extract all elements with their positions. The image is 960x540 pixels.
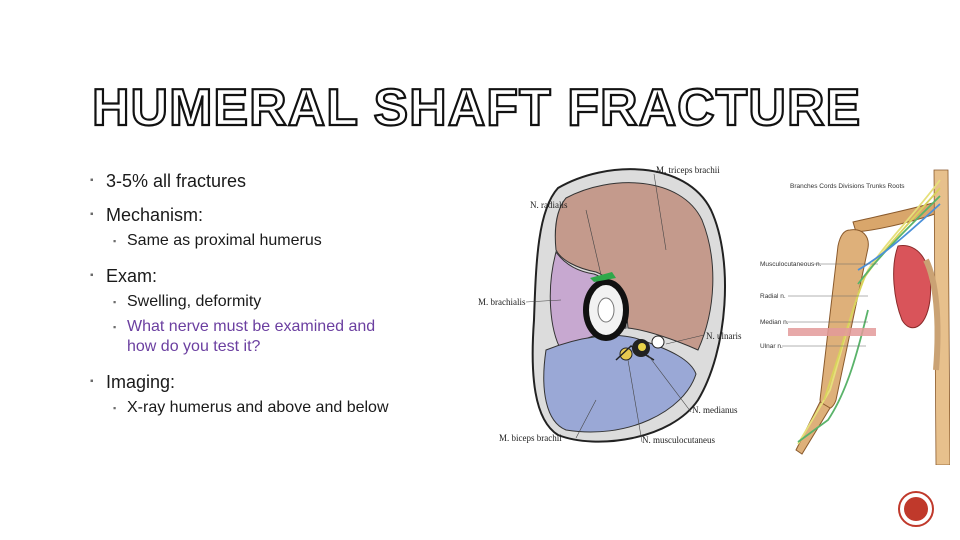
bullet-list: [90, 170, 440, 418]
label-radialis: N. radialis: [530, 200, 568, 210]
label-medianus: N. medianus: [692, 405, 738, 415]
bullet-incidence: ▪ 3-5% all fractures: [90, 170, 440, 192]
bullet-imaging: ▪ Imaging:: [90, 371, 440, 393]
brachial-plexus-diagram: [758, 150, 950, 465]
median-nerve-highlight: [788, 328, 876, 336]
label-brachialis: M. brachialis: [478, 297, 526, 307]
arm-cross-section-diagram: [466, 150, 756, 465]
slide-title: HUMERAL SHAFT FRACTURE: [92, 79, 862, 137]
subbullet-exam-swelling: ▪ Swelling, deformity: [90, 292, 440, 312]
label-plexus-header: Branches Cords Divisions Trunks Roots: [790, 183, 905, 190]
label-ulnaris: N. ulnaris: [706, 331, 742, 341]
label-ulnar: Ulnar n.: [760, 343, 783, 350]
label-triceps: M. triceps brachii: [656, 165, 720, 175]
subbullet-mechanism-detail: ▪ Same as proximal humerus: [90, 231, 440, 251]
nerve-question-line1: ▪ What nerve must be examined and: [127, 318, 376, 335]
nerve-question-line2: how do you test it?: [127, 338, 261, 355]
slide-nav-button[interactable]: [897, 490, 935, 528]
bullet-mechanism: ▪ Mechanism:: [90, 204, 440, 226]
label-radial: Radial n.: [760, 293, 786, 300]
label-musculocutaneous: Musculocutaneous n.: [760, 261, 822, 268]
label-musculocutaneus: N. musculocutaneus: [642, 435, 715, 445]
subbullet-imaging-detail: ▪ X-ray humerus and above and below: [90, 398, 440, 418]
label-median: Median n.: [760, 319, 789, 326]
bullet-exam: ▪ Exam:: [90, 265, 440, 287]
label-biceps: M. biceps brachii: [499, 433, 562, 443]
subbullet-exam-nerve-question: [90, 317, 440, 357]
